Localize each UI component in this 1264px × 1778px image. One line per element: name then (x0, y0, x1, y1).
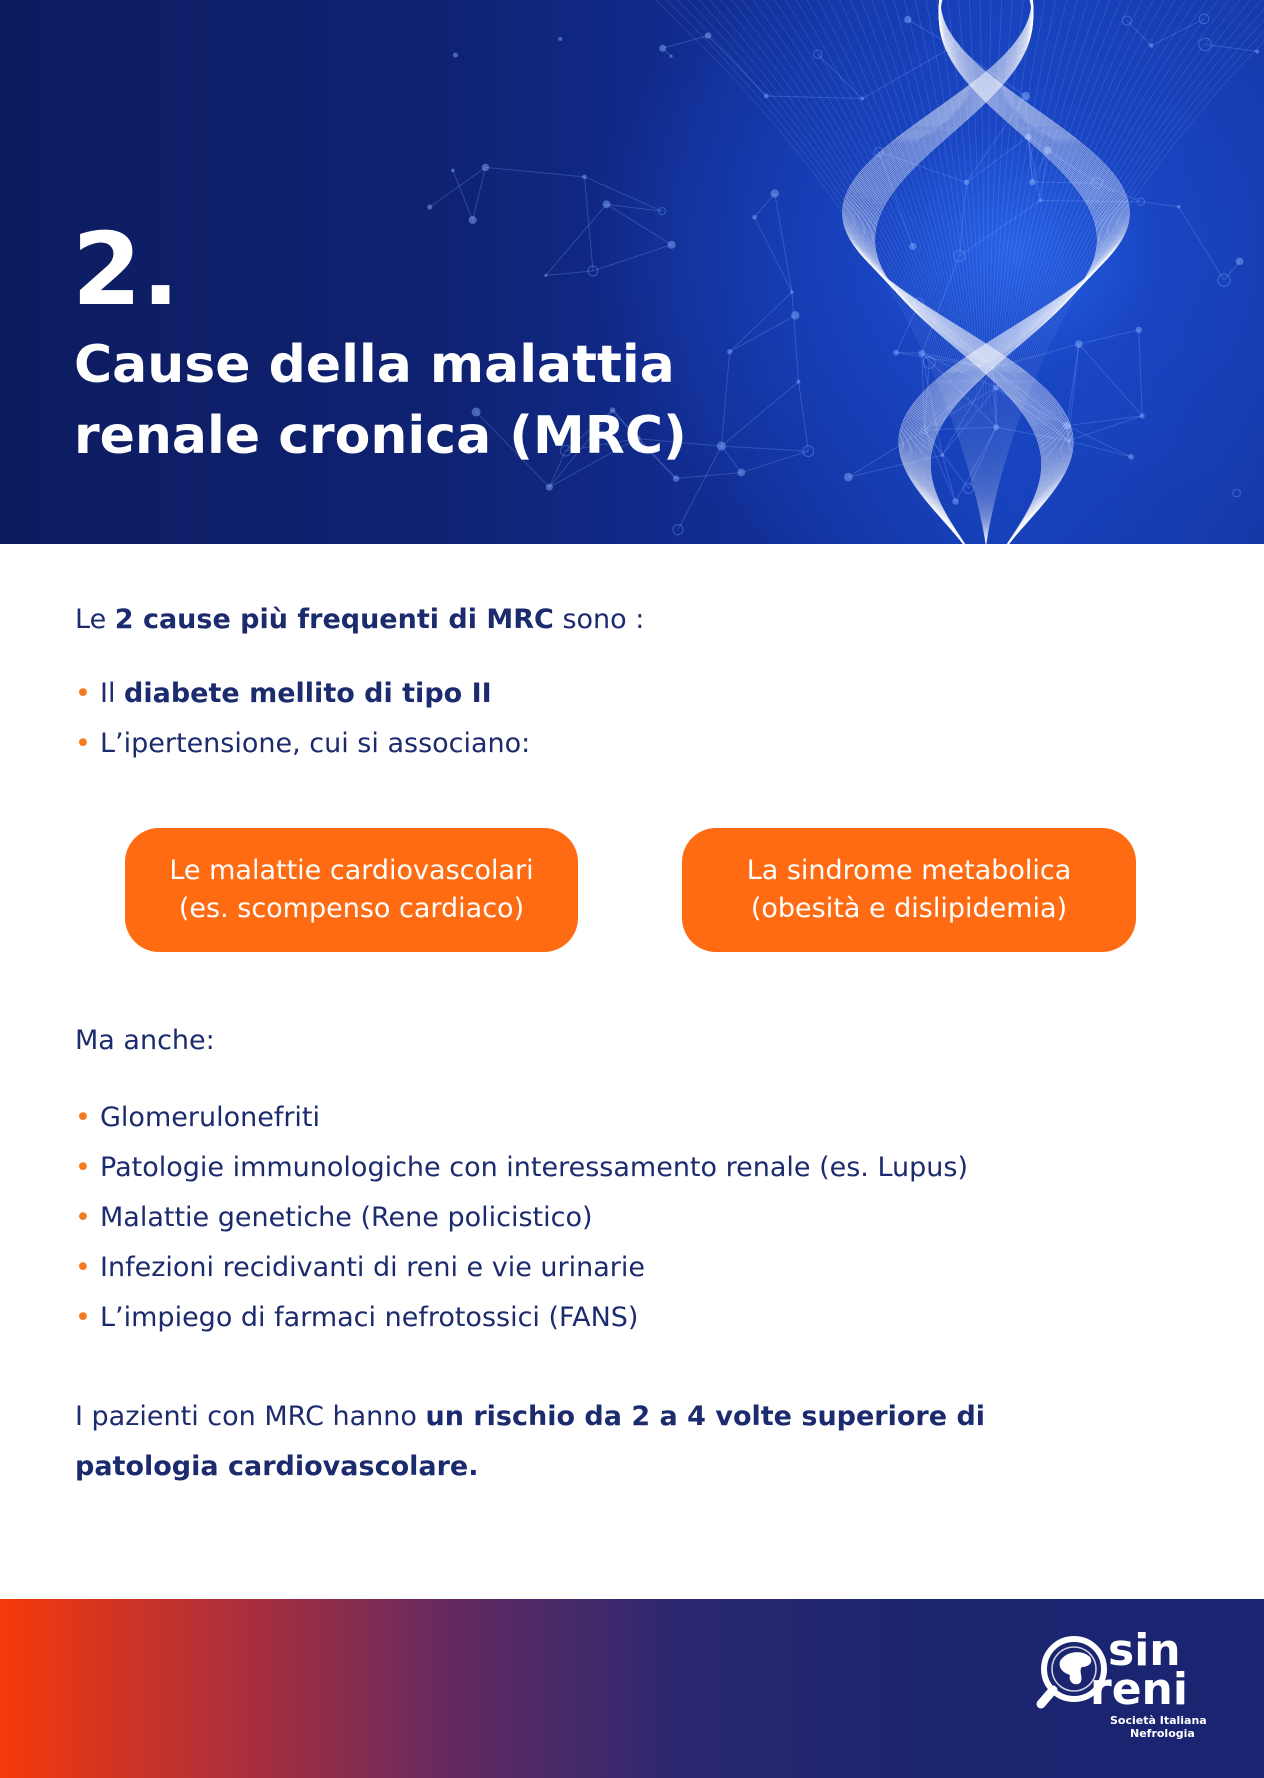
logo-caption: Società Italiana (1110, 1714, 1207, 1727)
cardiovascular-box (125, 828, 578, 952)
box-line: La sindrome metabolica (746, 855, 1072, 886)
network-link (546, 204, 607, 275)
network-node (791, 311, 799, 319)
network-node (771, 189, 779, 197)
fan-line (986, 0, 1264, 544)
fan-line (782, 0, 986, 544)
network-link (663, 36, 708, 49)
network-link (792, 292, 799, 381)
network-node (582, 175, 587, 180)
fan-line (986, 0, 1264, 544)
network-node (670, 55, 673, 58)
conclusion-text (75, 1392, 985, 1492)
conclusion-line (75, 1392, 985, 1442)
network-link (1179, 207, 1224, 280)
network-link (1079, 330, 1139, 344)
network-node (427, 204, 432, 209)
network-link (721, 382, 798, 447)
intro-prefix: Le (75, 604, 115, 635)
list-item-bold: diabete mellito di tipo II (124, 678, 492, 709)
fan-line (661, 0, 986, 544)
dna-wave-line (870, 0, 1046, 544)
network-node (1140, 413, 1145, 418)
network-link (754, 217, 791, 292)
network-link (721, 446, 808, 451)
list-item (75, 1243, 968, 1293)
network-node (673, 475, 679, 481)
network-node (558, 37, 562, 41)
network-node (940, 453, 944, 457)
network-node (1136, 327, 1142, 333)
dna-wave-line (854, 0, 1060, 544)
network-link (754, 194, 774, 218)
network-link (485, 167, 584, 176)
other-causes-list (75, 1093, 968, 1343)
page-title-line: Cause della malattia (74, 335, 675, 395)
fan-line (727, 0, 986, 544)
list-item (75, 1143, 968, 1193)
conclusion-line (75, 1442, 985, 1492)
page-title-line: renale cronica (MRC) (74, 406, 687, 466)
network-link (1067, 416, 1142, 426)
network-link (799, 382, 809, 452)
page-title (74, 330, 687, 472)
dna-wave-line (862, 0, 1053, 544)
network-link (1141, 202, 1179, 207)
fan-line (986, 0, 1233, 544)
network-node (860, 97, 864, 101)
network-link (775, 194, 792, 293)
intro-text (75, 600, 644, 640)
list-item-text: L’impiego di farmaci nefrotossici (FANS) (100, 1302, 639, 1333)
network-node (469, 216, 477, 224)
list-item (75, 1093, 968, 1143)
list-item-text: L’ipertensione, cui si associano: (100, 728, 531, 759)
globe-landmass (1060, 1652, 1092, 1684)
box-line: (es. scompenso cardiaco) (178, 893, 525, 924)
logo-reni: reni (1090, 1664, 1188, 1715)
fan-line (986, 0, 1264, 544)
network-node (453, 53, 458, 58)
network-node (1075, 340, 1083, 348)
dna-wave-line (860, 0, 1055, 544)
network-node (1177, 205, 1181, 209)
network-node (1236, 257, 1244, 265)
network-link (1139, 330, 1142, 416)
conclusion-prefix: I pazienti con MRC hanno (75, 1401, 426, 1432)
main-causes-list (75, 669, 530, 769)
network-node (1039, 199, 1043, 203)
network-node (603, 200, 611, 208)
network-link (1040, 201, 1141, 202)
list-item (75, 669, 530, 719)
network-node (893, 350, 899, 356)
network-link (606, 204, 671, 244)
list-item (75, 719, 530, 769)
other-causes-heading: Ma anche: (75, 1025, 215, 1056)
network-node (717, 442, 726, 451)
list-item-text: Infezioni recidivanti di reni e vie urinarie (100, 1252, 645, 1283)
network-node (705, 32, 712, 39)
network-node (918, 350, 925, 357)
bullet-icon: • (75, 728, 91, 759)
footer-band (0, 1599, 1264, 1778)
network-link (1068, 441, 1131, 457)
network-node (544, 274, 547, 277)
dna-wave-line (867, 0, 1049, 544)
conclusion-bold: patologia cardiovascolare. (75, 1451, 479, 1482)
bullet-icon: • (75, 1202, 91, 1233)
bullet-icon: • (75, 1102, 91, 1133)
network-link (1151, 19, 1204, 46)
dna-wave-line (869, 0, 1047, 544)
network-link (584, 177, 593, 271)
network-node (737, 469, 745, 477)
network-link (1205, 44, 1257, 51)
network-node (667, 241, 675, 249)
fan-line (986, 0, 1264, 544)
network-node (1149, 43, 1153, 47)
network-link (721, 446, 741, 472)
list-item-text: Patologie immunologiche con interessamento renale (es. Lupus) (100, 1152, 968, 1183)
network-link (1079, 344, 1142, 416)
logo-caption: Nefrologia (1130, 1727, 1195, 1740)
network-link (593, 245, 671, 271)
intro-bold: 2 cause più frequenti di MRC (114, 604, 554, 635)
conclusion-bold: un rischio da 2 a 4 volte superiore di (425, 1401, 986, 1432)
fan-line (694, 0, 986, 544)
network-node (451, 169, 455, 173)
bullet-icon: • (75, 1252, 91, 1283)
header-banner (0, 0, 1264, 544)
network-link (546, 271, 593, 276)
network-node (844, 473, 853, 482)
network-node (952, 498, 959, 505)
network-node (546, 484, 553, 491)
logo-sin: sin (1108, 1625, 1181, 1676)
network-node (752, 215, 757, 220)
network-node (790, 290, 793, 293)
dna-wave-line (874, 0, 1043, 544)
list-item-prefix: Il (100, 678, 125, 709)
network-node (1128, 454, 1134, 460)
network-node (727, 349, 732, 354)
network-node (482, 164, 489, 171)
intro-suffix: sono : (553, 604, 645, 635)
bullet-icon: • (75, 678, 91, 709)
magnifier-handle (1041, 1690, 1053, 1704)
section-number: 2. (72, 211, 180, 328)
bullet-icon: • (75, 1302, 91, 1333)
list-item (75, 1193, 968, 1243)
network-link (862, 46, 953, 98)
list-item (75, 1293, 968, 1343)
box-line: Le malattie cardiovascolari (169, 855, 534, 886)
sin-reni-logo (1030, 1625, 1210, 1745)
network-node (1233, 489, 1241, 497)
network-node (659, 45, 666, 52)
network-link (676, 472, 741, 478)
metabolic-syndrome-box (682, 828, 1136, 952)
network-node (673, 525, 683, 535)
bullet-icon: • (75, 1152, 91, 1183)
network-node (797, 380, 801, 384)
network-link (741, 451, 808, 472)
list-item-text: Glomerulonefriti (100, 1102, 321, 1133)
list-item-text: Malattie genetiche (Rene policistico) (100, 1202, 593, 1233)
network-link (453, 170, 473, 220)
network-link (1068, 416, 1142, 441)
fan-line (986, 0, 1244, 544)
network-link (721, 352, 729, 446)
dna-wave-line (857, 0, 1059, 544)
box-line: (obesità e dislipidemia) (750, 893, 1068, 924)
fan-line (986, 0, 1264, 544)
